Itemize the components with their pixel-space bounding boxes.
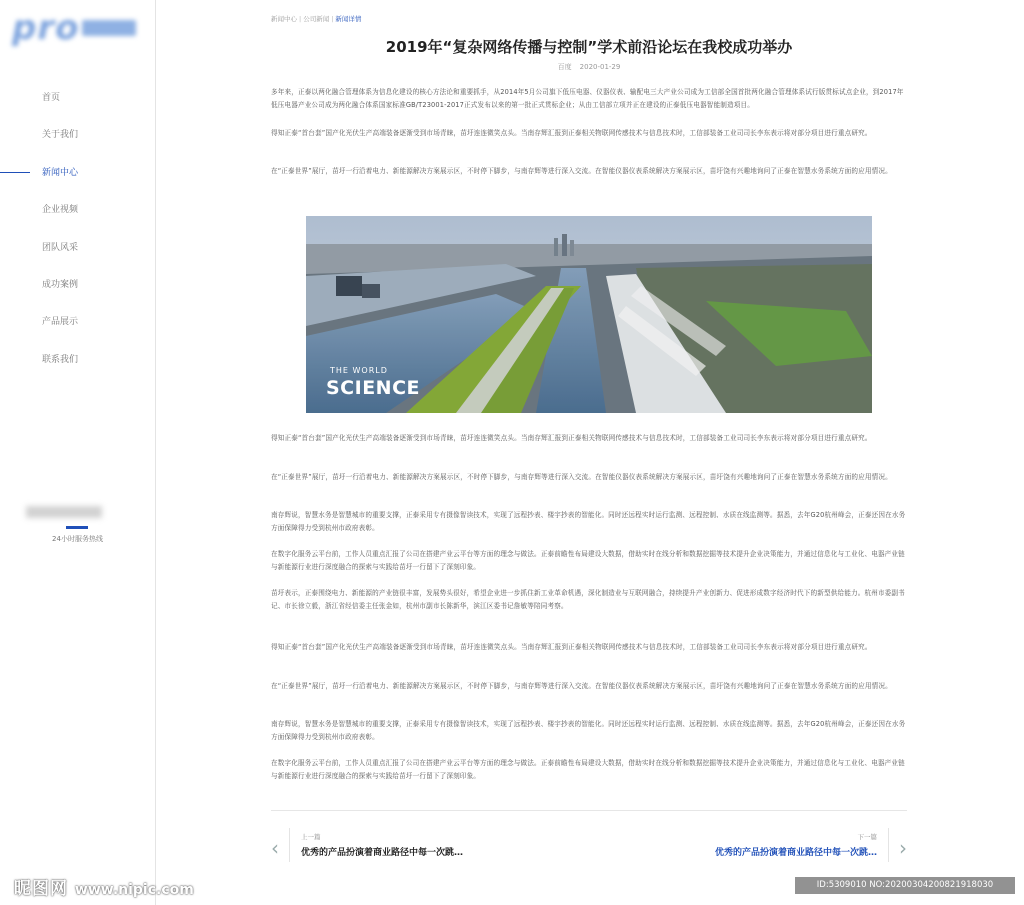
watermark-cn: 昵图网 bbox=[14, 879, 68, 899]
article-paragraph: 得知正泰“首台套”国产化光伏生产高端装备逐渐受到市场青睐，苗圩连连微笑点头。当南存辉汇报到正泰相关物联网传感技术与信息技术时，工信部装备工业司司长李东表示将对部分项目进行重点研究。 bbox=[271, 643, 872, 651]
article-paragraph: 在“正泰世界”展厅，苗圩一行沿着电力、新能源解决方案展示区，不时停下脚步，与南存辉等进行深入交流。在智能仪器仪表系统解决方案展示区，苗圩饶有兴趣地询问了正泰在智慧水务系统方面的应用情况。 bbox=[271, 167, 892, 175]
article-paragraph: 南存辉说，智慧水务是智慧城市的重要支撑，正泰采用专有摄像智读技术，实现了远程抄表、楼宇抄表的智能化。同时还远程实时运行监测、远程控制、水质在线监测等。据悉，去年G20杭州峰会，正泰还因在水务方面保障得力受到杭州市政府表彰。 bbox=[271, 511, 906, 532]
breadcrumb-current: 新闻详情 bbox=[335, 15, 362, 23]
site-logo[interactable]: pro bbox=[12, 14, 136, 42]
hotline-divider bbox=[66, 526, 88, 529]
sidebar-nav bbox=[0, 88, 155, 387]
sidebar-item-contact[interactable]: 联系我们 bbox=[42, 354, 79, 365]
prev-article-title[interactable]: 优秀的产品扮演着商业路径中每一次跳… bbox=[301, 848, 464, 858]
watermark-id: ID:5309010 NO:20200304200821918030 bbox=[795, 877, 1015, 894]
watermark-url: www.nipic.com bbox=[74, 882, 194, 898]
prev-article-link[interactable] bbox=[271, 828, 571, 864]
sidebar bbox=[0, 0, 156, 905]
watermark-logo bbox=[14, 874, 194, 899]
article-paragraph: 在数字化服务云平台前，工作人员重点汇报了公司在搭建产业云平台等方面的理念与做法。正泰前瞻性布局建设大数据，借助实时在线分析和数据挖掘等技术提升企业决策能力，并通过信息化与工业化、电器产业链与新能源行业进行深度融合的探索与实践给苗圩一行留下了深刻印象。 bbox=[271, 550, 905, 571]
article-paragraph: 得知正泰“首台套”国产化光伏生产高端装备逐渐受到市场青睐，苗圩连连微笑点头。当南存辉汇报到正泰相关物联网传感技术与信息技术时，工信部装备工业司司长李东表示将对部分项目进行重点研究。 bbox=[271, 129, 872, 137]
article-paragraph: 苗圩表示，正泰围绕电力、新能源的产业链很丰富，发展势头很好，希望企业进一步抓住新工业革命机遇，深化制造业与互联网融合，持续提升产业创新力、促进形成数字经济时代下的新型供给能力。杭州市委副书记、市长徐立毅，浙江省经信委主任张金如，杭州市副市长陈新华，滨江区委书记詹敏等陪同考察。 bbox=[271, 589, 905, 610]
sidebar-item-team[interactable]: 团队风采 bbox=[42, 242, 79, 253]
sidebar-item-video[interactable]: 企业视频 bbox=[42, 205, 79, 216]
pager-divider bbox=[271, 810, 907, 811]
article-paragraph: 在“正泰世界”展厅，苗圩一行沿着电力、新能源解决方案展示区，不时停下脚步，与南存辉等进行深入交流。在智能仪器仪表系统解决方案展示区，苗圩饶有兴趣地询问了正泰在智慧水务系统方面的应用情况。 bbox=[271, 473, 892, 481]
next-label: 下一篇 bbox=[857, 833, 877, 841]
pager-separator bbox=[289, 828, 290, 862]
article-source: 百度 bbox=[557, 63, 572, 71]
article-main bbox=[156, 0, 1024, 905]
hotline-label: 24小时服务热线 bbox=[52, 535, 103, 543]
article-paragraph: 南存辉说，智慧水务是智慧城市的重要支撑，正泰采用专有摄像智读技术，实现了远程抄表、楼宇抄表的智能化。同时还远程实时运行监测、远程控制、水质在线监测等。据悉，去年G20杭州峰会，正泰还因在水务方面保障得力受到杭州市政府表彰。 bbox=[271, 720, 906, 741]
image-caption-large: SCIENCE bbox=[326, 377, 421, 399]
hotline-number bbox=[26, 506, 102, 518]
sidebar-item-about[interactable]: 关于我们 bbox=[42, 130, 79, 141]
breadcrumb-separator: | bbox=[331, 15, 334, 23]
sidebar-item-products[interactable]: 产品展示 bbox=[42, 317, 79, 328]
article-title: 2019年“复杂网络传播与控制”学术前沿论坛在我校成功举办 bbox=[385, 38, 793, 56]
next-article-link[interactable] bbox=[607, 828, 907, 864]
article-meta bbox=[271, 62, 907, 72]
breadcrumb-company-news[interactable]: 公司新闻 bbox=[303, 15, 330, 23]
article-paragraph: 得知正泰“首台套”国产化光伏生产高端装备逐渐受到市场青睐，苗圩连连微笑点头。当南存辉汇报到正泰相关物联网传感技术与信息技术时，工信部装备工业司司长李东表示将对部分项目进行重点研究。 bbox=[271, 434, 872, 442]
pager-separator bbox=[888, 828, 889, 862]
sidebar-item-news[interactable]: 新闻中心 bbox=[0, 163, 155, 200]
breadcrumb bbox=[271, 14, 361, 23]
chevron-right-icon[interactable]: › bbox=[899, 836, 907, 860]
chevron-left-icon[interactable]: ‹ bbox=[271, 836, 279, 860]
next-article-title[interactable]: 优秀的产品扮演着商业路径中每一次跳… bbox=[714, 848, 877, 858]
article-image bbox=[306, 216, 872, 413]
breadcrumb-news-center[interactable]: 新闻中心 bbox=[271, 15, 297, 23]
sidebar-item-cases[interactable]: 成功案例 bbox=[42, 279, 79, 290]
article-paragraph: 在数字化服务云平台前，工作人员重点汇报了公司在搭建产业云平台等方面的理念与做法。正泰前瞻性布局建设大数据，借助实时在线分析和数据挖掘等技术提升企业决策能力，并通过信息化与工业化、电器产业链与新能源行业进行深度融合的探索与实践给苗圩一行留下了深刻印象。 bbox=[271, 759, 905, 780]
sidebar-item-home[interactable]: 首页 bbox=[42, 93, 61, 103]
article-date: 2020-01-29 bbox=[579, 63, 621, 71]
article-paragraph: 多年来，正泰以两化融合管理体系为信息化建设的核心方法论和重要抓手，从2014年5月公司旗下低压电器、仪器仪表、输配电三大产业公司成为工信部全国首批两化融合管理体系试行版贯标试点企业，到2017年低压电器产业公司成为两化融合体系国家标准GB/T23001-2017正式发布以来的第一批正式贯标企业；从由工信部立项并正在建设的正泰低压电器智能制造项目。 bbox=[271, 88, 904, 109]
image-caption-small: THE WORLD bbox=[330, 366, 388, 375]
prev-label: 上一篇 bbox=[301, 833, 321, 841]
breadcrumb-separator: | bbox=[299, 15, 302, 23]
article-paragraph: 在“正泰世界”展厅，苗圩一行沿着电力、新能源解决方案展示区，不时停下脚步，与南存辉等进行深入交流。在智能仪器仪表系统解决方案展示区，苗圩饶有兴趣地询问了正泰在智慧水务系统方面的应用情况。 bbox=[271, 682, 892, 690]
